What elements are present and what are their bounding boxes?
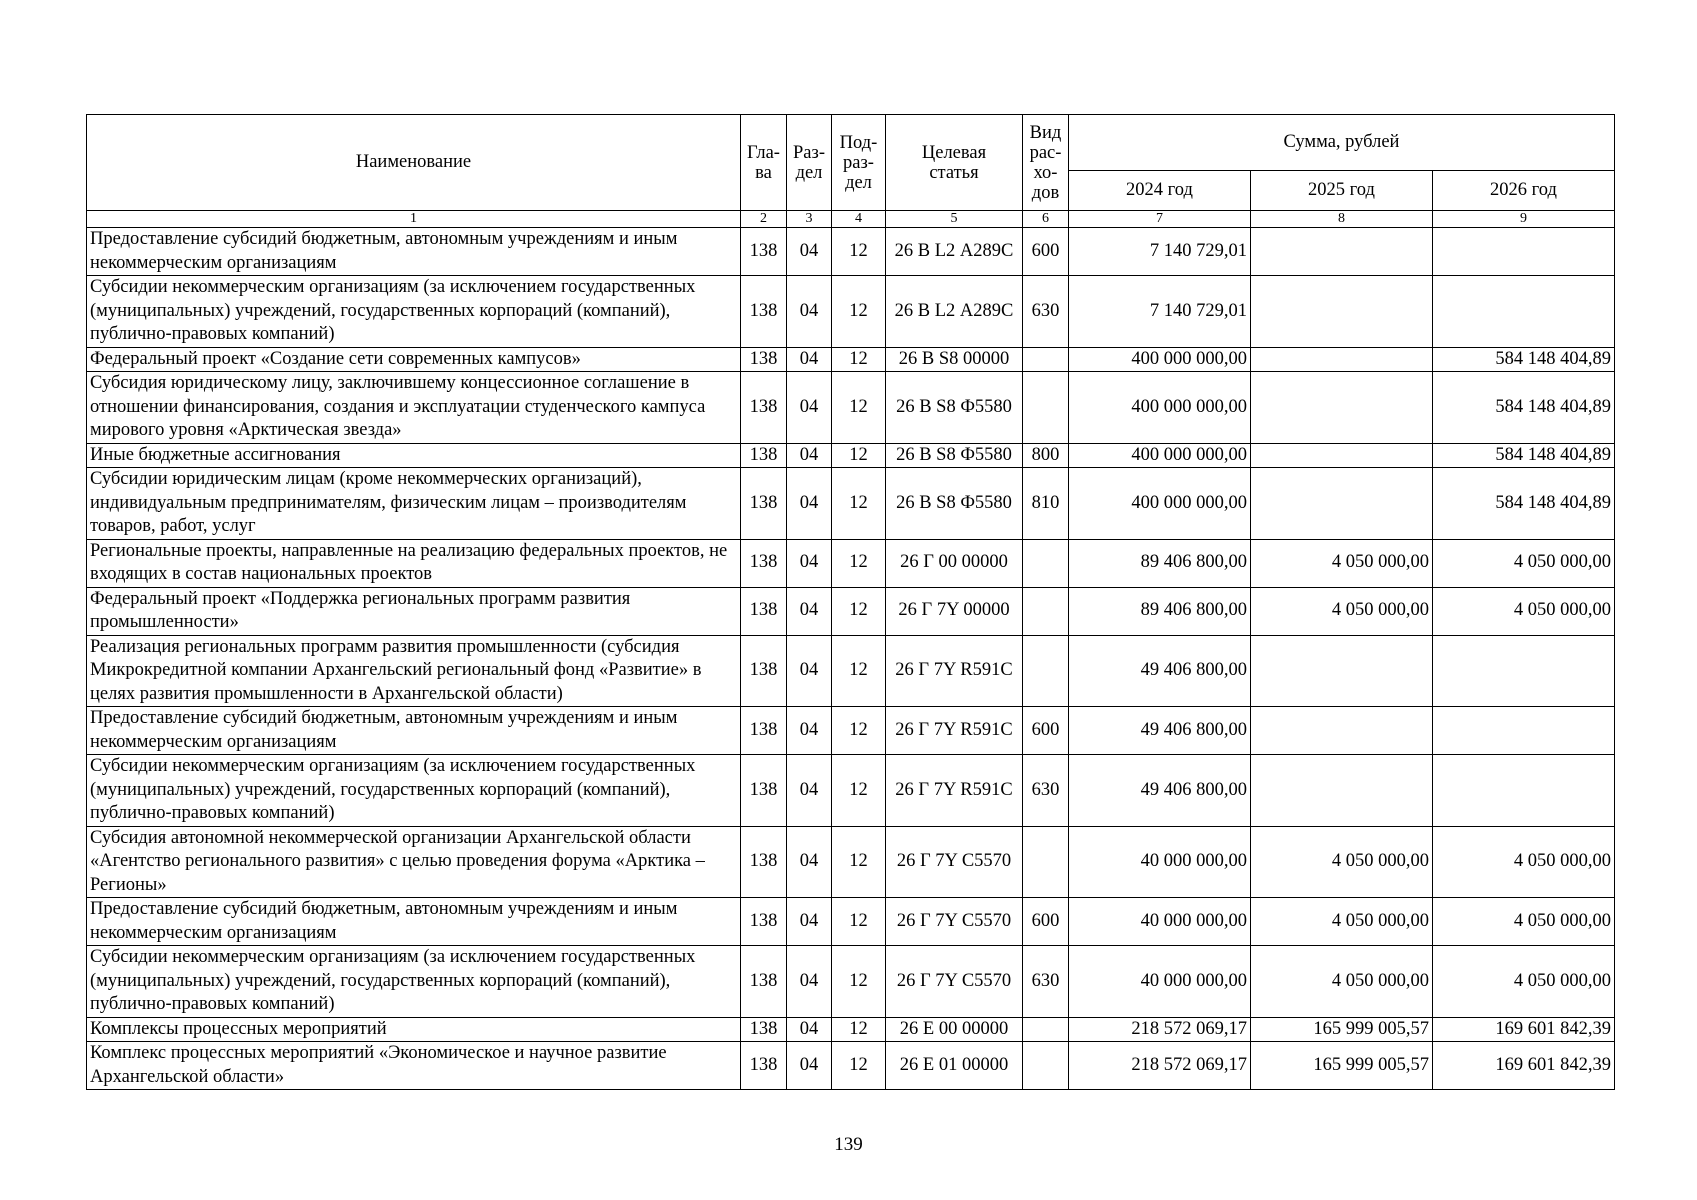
amount-2024-cell: 7 140 729,01 [1069, 228, 1251, 276]
vid-cell [1023, 635, 1069, 707]
amount-2025-cell: 4 050 000,00 [1251, 826, 1433, 898]
glava-cell: 138 [741, 1017, 787, 1042]
target-cell: 26 Г 7Y 00000 [886, 587, 1023, 635]
column-number: 6 [1023, 211, 1069, 228]
vid-cell [1023, 539, 1069, 587]
amount-2024-cell: 40 000 000,00 [1069, 898, 1251, 946]
glava-cell: 138 [741, 755, 787, 827]
razdel-cell: 04 [787, 276, 832, 348]
name-cell: Субсидии некоммерческим организациям (за исключением государственных (муниципальных) учреждений, государственных корпораций (компаний), публично-правовых компаний) [87, 946, 741, 1018]
header-2026: 2026 год [1433, 171, 1615, 211]
table-row [87, 946, 1615, 1018]
budget-table [86, 114, 1615, 1090]
amount-2025-cell [1251, 347, 1433, 372]
amount-2025-cell [1251, 755, 1433, 827]
amount-2025-cell [1251, 707, 1433, 755]
glava-cell: 138 [741, 946, 787, 1018]
amount-2024-cell: 218 572 069,17 [1069, 1017, 1251, 1042]
amount-2025-cell: 165 999 005,57 [1251, 1042, 1433, 1090]
glava-cell: 138 [741, 276, 787, 348]
header-2024: 2024 год [1069, 171, 1251, 211]
name-cell: Реализация региональных программ развития промышленности (субсидия Микрокредитной компании Архангельский региональный фонд «Развитие» в целях развития промышленности в Архангельской области) [87, 635, 741, 707]
name-cell: Субсидии юридическим лицам (кроме некоммерческих организаций), индивидуальным предпринимателям, физическим лицам – производителям товаров, работ, услуг [87, 468, 741, 540]
amount-2025-cell: 4 050 000,00 [1251, 539, 1433, 587]
header-target: Целевая статья [886, 115, 1023, 211]
target-cell: 26 Г 7Y С5570 [886, 946, 1023, 1018]
table-row [87, 276, 1615, 348]
target-cell: 26 В S8 Ф5580 [886, 443, 1023, 468]
header-name: Наименование [87, 115, 741, 211]
amount-2026-cell: 169 601 842,39 [1433, 1042, 1615, 1090]
amount-2026-cell: 169 601 842,39 [1433, 1017, 1615, 1042]
amount-2026-cell: 584 148 404,89 [1433, 347, 1615, 372]
target-cell: 26 В L2 А289С [886, 276, 1023, 348]
column-numbers-row [87, 211, 1615, 228]
vid-cell: 630 [1023, 276, 1069, 348]
name-cell: Комплекс процессных мероприятий «Экономическое и научное развитие Архангельской области» [87, 1042, 741, 1090]
podrazdel-cell: 12 [832, 276, 886, 348]
vid-cell: 600 [1023, 707, 1069, 755]
razdel-cell: 04 [787, 826, 832, 898]
name-cell: Субсидии некоммерческим организациям (за исключением государственных (муниципальных) учреждений, государственных корпораций (компаний), публично-правовых компаний) [87, 755, 741, 827]
table-row [87, 539, 1615, 587]
podrazdel-cell: 12 [832, 347, 886, 372]
podrazdel-cell: 12 [832, 707, 886, 755]
amount-2026-cell: 584 148 404,89 [1433, 443, 1615, 468]
amount-2024-cell: 49 406 800,00 [1069, 755, 1251, 827]
razdel-cell: 04 [787, 228, 832, 276]
name-cell: Субсидия юридическому лицу, заключившему концессионное соглашение в отношении финансирования, создания и эксплуатации студенческого кампуса мирового уровня «Арктическая звезда» [87, 372, 741, 444]
name-cell: Предоставление субсидий бюджетным, автономным учреждениям и иным некоммерческим организациям [87, 898, 741, 946]
amount-2025-cell [1251, 468, 1433, 540]
header-razdel: Раз- дел [787, 115, 832, 211]
vid-cell [1023, 372, 1069, 444]
header-glava: Гла- ва [741, 115, 787, 211]
razdel-cell: 04 [787, 946, 832, 1018]
amount-2026-cell: 4 050 000,00 [1433, 946, 1615, 1018]
amount-2025-cell: 165 999 005,57 [1251, 1017, 1433, 1042]
podrazdel-cell: 12 [832, 1042, 886, 1090]
amount-2025-cell: 4 050 000,00 [1251, 898, 1433, 946]
glava-cell: 138 [741, 468, 787, 540]
amount-2026-cell [1433, 276, 1615, 348]
column-number: 3 [787, 211, 832, 228]
vid-cell: 630 [1023, 755, 1069, 827]
target-cell: 26 Г 7Y R591С [886, 707, 1023, 755]
column-number: 4 [832, 211, 886, 228]
amount-2024-cell: 89 406 800,00 [1069, 587, 1251, 635]
target-cell: 26 Г 7Y R591С [886, 635, 1023, 707]
glava-cell: 138 [741, 347, 787, 372]
amount-2025-cell: 4 050 000,00 [1251, 946, 1433, 1018]
glava-cell: 138 [741, 443, 787, 468]
table-row [87, 1017, 1615, 1042]
amount-2024-cell: 400 000 000,00 [1069, 372, 1251, 444]
table-row [87, 228, 1615, 276]
podrazdel-cell: 12 [832, 228, 886, 276]
amount-2025-cell: 4 050 000,00 [1251, 587, 1433, 635]
vid-cell: 600 [1023, 228, 1069, 276]
vid-cell: 810 [1023, 468, 1069, 540]
name-cell: Иные бюджетные ассигнования [87, 443, 741, 468]
column-number: 5 [886, 211, 1023, 228]
target-cell: 26 Е 01 00000 [886, 1042, 1023, 1090]
name-cell: Предоставление субсидий бюджетным, автономным учреждениям и иным некоммерческим организациям [87, 707, 741, 755]
razdel-cell: 04 [787, 1017, 832, 1042]
name-cell: Региональные проекты, направленные на реализацию федеральных проектов, не входящих в состав национальных проектов [87, 539, 741, 587]
column-number: 8 [1251, 211, 1433, 228]
razdel-cell: 04 [787, 755, 832, 827]
razdel-cell: 04 [787, 372, 832, 444]
target-cell: 26 В S8 Ф5580 [886, 468, 1023, 540]
amount-2026-cell [1433, 228, 1615, 276]
header-podrazdel: Под- раз- дел [832, 115, 886, 211]
razdel-cell: 04 [787, 1042, 832, 1090]
glava-cell: 138 [741, 587, 787, 635]
table-row [87, 826, 1615, 898]
vid-cell [1023, 587, 1069, 635]
header-sum: Сумма, рублей [1069, 115, 1615, 171]
target-cell: 26 Е 00 00000 [886, 1017, 1023, 1042]
table-row [87, 635, 1615, 707]
target-cell: 26 Г 7Y С5570 [886, 826, 1023, 898]
name-cell: Комплексы процессных мероприятий [87, 1017, 741, 1042]
glava-cell: 138 [741, 826, 787, 898]
name-cell: Субсидии некоммерческим организациям (за исключением государственных (муниципальных) учреждений, государственных корпораций (компаний), публично-правовых компаний) [87, 276, 741, 348]
column-number: 2 [741, 211, 787, 228]
podrazdel-cell: 12 [832, 898, 886, 946]
podrazdel-cell: 12 [832, 635, 886, 707]
amount-2024-cell: 7 140 729,01 [1069, 276, 1251, 348]
glava-cell: 138 [741, 707, 787, 755]
vid-cell: 800 [1023, 443, 1069, 468]
glava-cell: 138 [741, 539, 787, 587]
target-cell: 26 В S8 Ф5580 [886, 372, 1023, 444]
razdel-cell: 04 [787, 347, 832, 372]
vid-cell: 600 [1023, 898, 1069, 946]
podrazdel-cell: 12 [832, 539, 886, 587]
amount-2025-cell [1251, 443, 1433, 468]
column-number: 1 [87, 211, 741, 228]
table-row [87, 898, 1615, 946]
amount-2025-cell [1251, 276, 1433, 348]
header-vid: Вид рас- хо- дов [1023, 115, 1069, 211]
amount-2026-cell: 584 148 404,89 [1433, 372, 1615, 444]
glava-cell: 138 [741, 898, 787, 946]
amount-2026-cell: 584 148 404,89 [1433, 468, 1615, 540]
table-row [87, 707, 1615, 755]
amount-2025-cell [1251, 228, 1433, 276]
target-cell: 26 Г 00 00000 [886, 539, 1023, 587]
target-cell: 26 В S8 00000 [886, 347, 1023, 372]
amount-2026-cell: 4 050 000,00 [1433, 898, 1615, 946]
target-cell: 26 Г 7Y R591С [886, 755, 1023, 827]
razdel-cell: 04 [787, 443, 832, 468]
amount-2026-cell: 4 050 000,00 [1433, 539, 1615, 587]
target-cell: 26 Г 7Y С5570 [886, 898, 1023, 946]
podrazdel-cell: 12 [832, 468, 886, 540]
podrazdel-cell: 12 [832, 1017, 886, 1042]
name-cell: Федеральный проект «Создание сети современных кампусов» [87, 347, 741, 372]
target-cell: 26 В L2 А289С [886, 228, 1023, 276]
table-row [87, 347, 1615, 372]
amount-2024-cell: 400 000 000,00 [1069, 443, 1251, 468]
glava-cell: 138 [741, 1042, 787, 1090]
amount-2024-cell: 89 406 800,00 [1069, 539, 1251, 587]
glava-cell: 138 [741, 635, 787, 707]
amount-2025-cell [1251, 372, 1433, 444]
razdel-cell: 04 [787, 468, 832, 540]
header-2025: 2025 год [1251, 171, 1433, 211]
amount-2026-cell [1433, 707, 1615, 755]
table-row [87, 372, 1615, 444]
amount-2025-cell [1251, 635, 1433, 707]
glava-cell: 138 [741, 228, 787, 276]
name-cell: Предоставление субсидий бюджетным, автономным учреждениям и иным некоммерческим организациям [87, 228, 741, 276]
column-number: 7 [1069, 211, 1251, 228]
amount-2024-cell: 218 572 069,17 [1069, 1042, 1251, 1090]
table-row [87, 1042, 1615, 1090]
amount-2024-cell: 40 000 000,00 [1069, 946, 1251, 1018]
razdel-cell: 04 [787, 539, 832, 587]
podrazdel-cell: 12 [832, 372, 886, 444]
podrazdel-cell: 12 [832, 826, 886, 898]
vid-cell [1023, 826, 1069, 898]
amount-2024-cell: 400 000 000,00 [1069, 347, 1251, 372]
vid-cell [1023, 1042, 1069, 1090]
razdel-cell: 04 [787, 587, 832, 635]
table-row [87, 587, 1615, 635]
page-number: 139 [834, 1134, 863, 1155]
name-cell: Федеральный проект «Поддержка региональных программ развития промышленности» [87, 587, 741, 635]
name-cell: Субсидия автономной некоммерческой организации Архангельской области «Агентство регионального развития» с целью проведения форума «Арктика – Регионы» [87, 826, 741, 898]
razdel-cell: 04 [787, 707, 832, 755]
vid-cell: 630 [1023, 946, 1069, 1018]
vid-cell [1023, 1017, 1069, 1042]
razdel-cell: 04 [787, 635, 832, 707]
podrazdel-cell: 12 [832, 443, 886, 468]
amount-2026-cell: 4 050 000,00 [1433, 587, 1615, 635]
table-row [87, 468, 1615, 540]
podrazdel-cell: 12 [832, 587, 886, 635]
amount-2024-cell: 400 000 000,00 [1069, 468, 1251, 540]
amount-2026-cell [1433, 755, 1615, 827]
amount-2026-cell [1433, 635, 1615, 707]
table-row [87, 443, 1615, 468]
vid-cell [1023, 347, 1069, 372]
table-row [87, 755, 1615, 827]
glava-cell: 138 [741, 372, 787, 444]
column-number: 9 [1433, 211, 1615, 228]
podrazdel-cell: 12 [832, 946, 886, 1018]
podrazdel-cell: 12 [832, 755, 886, 827]
amount-2024-cell: 40 000 000,00 [1069, 826, 1251, 898]
amount-2026-cell: 4 050 000,00 [1433, 826, 1615, 898]
amount-2024-cell: 49 406 800,00 [1069, 635, 1251, 707]
amount-2024-cell: 49 406 800,00 [1069, 707, 1251, 755]
razdel-cell: 04 [787, 898, 832, 946]
